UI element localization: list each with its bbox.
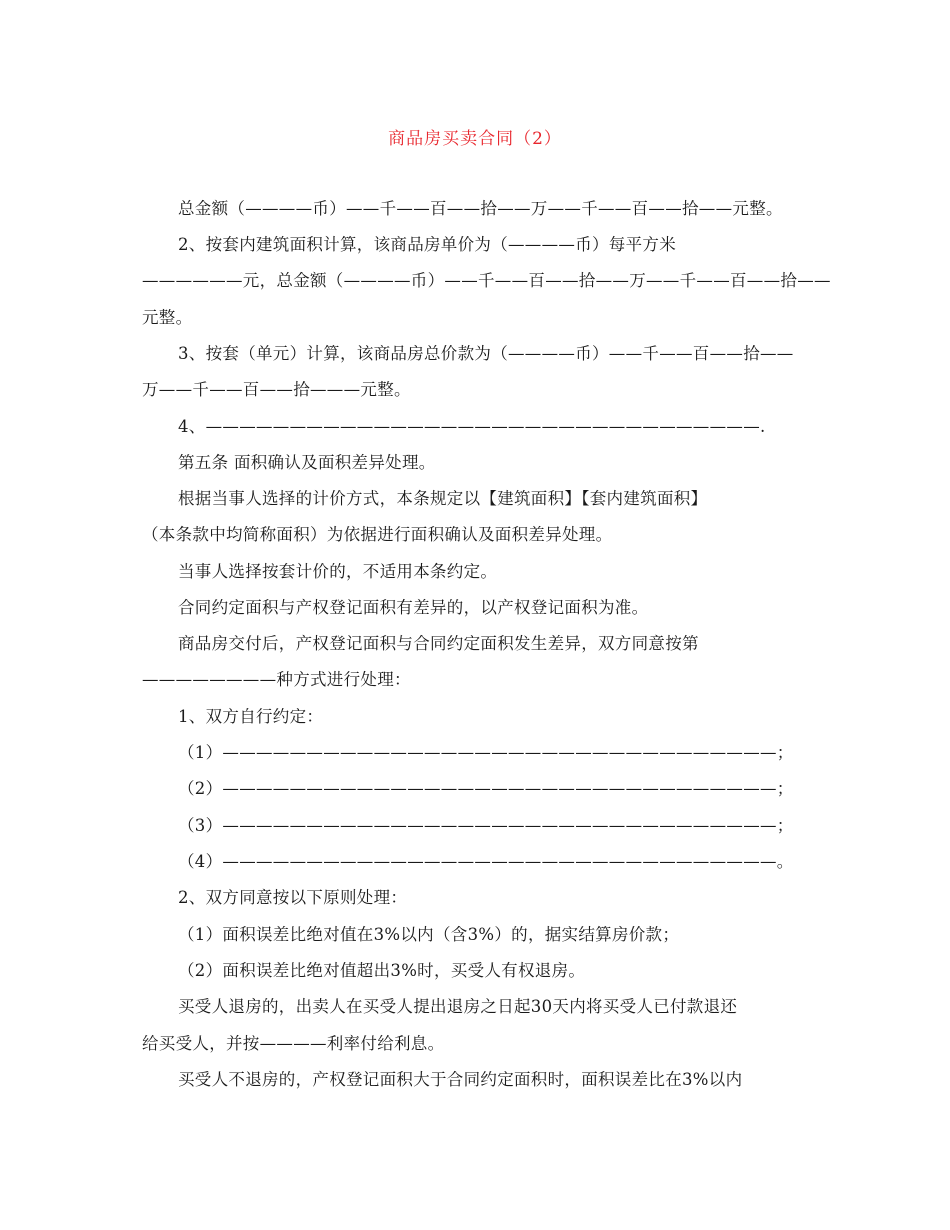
text-line: 万——千——百——拾———元整。 [142,380,411,399]
text-line: 2、按套内建筑面积计算，该商品房单价为（————币）每平方米 [178,235,676,254]
text-line: 总金额（————币）——千——百——拾——万——千——百——拾——元整。 [178,199,783,218]
text-line: 4、—————————————————————————————————. [178,417,766,436]
text-line: 买受人退房的，出卖人在买受人提出退房之日起30天内将买受人已付款退还 [178,997,738,1016]
text-line: 1、双方自行约定： [178,707,324,726]
text-line: （1）—————————————————————————————————； [178,743,794,762]
text-line: ——————元，总金额（————币）——千——百——拾——万——千——百——拾—— [142,271,831,290]
text-line: 买受人不退房的，产权登记面积大于合同约定面积时，面积误差比在3%以内 [178,1070,743,1089]
text-line: 3、按套（单元）计算，该商品房总价款为（————币）——千——百——拾—— [178,344,794,363]
text-line: 给买受人，并按————利率付给利息。 [142,1034,445,1053]
text-line: （2）—————————————————————————————————； [178,779,794,798]
text-line: 元整。 [142,308,193,327]
section-heading: 第五条 面积确认及面积差异处理。 [178,453,436,472]
text-line: （3）—————————————————————————————————； [178,816,794,835]
text-line: （2）面积误差比绝对值超出3%时，买受人有权退房。 [178,961,586,980]
text-line: 根据当事人选择的计价方式，本条规定以【建筑面积】【套内建筑面积】 [178,489,708,508]
text-line: 商品房交付后，产权登记面积与合同约定面积发生差异，双方同意按第 [178,634,699,653]
text-line: ————————种方式进行处理： [142,670,411,689]
text-line: 当事人选择按套计价的，不适用本条约定。 [178,562,498,581]
text-line: 合同约定面积与产权登记面积有差异的，以产权登记面积为准。 [178,598,649,617]
text-line: （4）—————————————————————————————————。 [178,852,794,871]
text-line: （1）面积误差比绝对值在3%以内（含3%）的，据实结算房价款； [178,925,680,944]
document-title: 商品房买卖合同（2） [388,129,562,149]
text-line: （本条款中均简称面积）为依据进行面积确认及面积差异处理。 [142,525,613,544]
text-line: 2、双方同意按以下原则处理： [178,888,408,907]
